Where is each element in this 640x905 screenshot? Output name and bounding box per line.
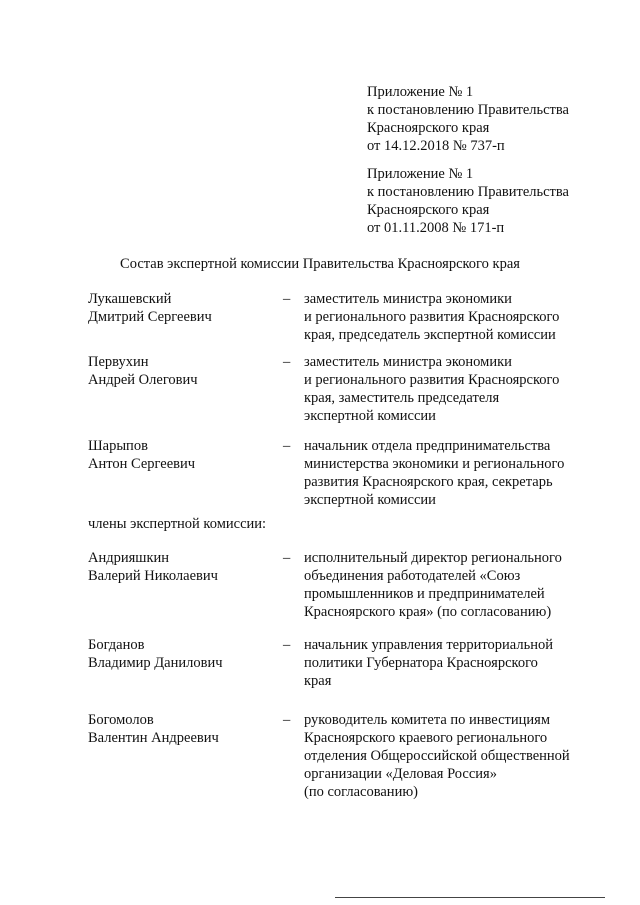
member-role <box>304 711 604 801</box>
role-line: отделения Общероссийской общественной <box>304 748 570 764</box>
member-name <box>88 711 278 747</box>
role-line: развития Красноярского края, секретарь <box>304 474 553 490</box>
member-given-names: Владимир Данилович <box>88 655 223 671</box>
role-line: организации «Деловая Россия» <box>304 766 497 782</box>
document-title: Состав экспертной комиссии Правительства Красноярского края <box>120 256 520 272</box>
role-line: (по согласованию) <box>304 784 418 800</box>
appendix-line: к постановлению Правительства <box>367 102 569 118</box>
member-surname: Шарыпов <box>88 438 148 454</box>
member-given-names: Валентин Андреевич <box>88 730 219 746</box>
role-line: исполнительный директор регионального <box>304 550 562 566</box>
member-role <box>304 549 604 621</box>
role-line: начальник управления территориальной <box>304 637 553 653</box>
member-surname: Андрияшкин <box>88 550 170 566</box>
dash-separator: – <box>283 354 291 370</box>
role-line: и регионального развития Красноярского <box>304 372 560 388</box>
member-given-names: Дмитрий Сергеевич <box>88 309 212 325</box>
role-line: края <box>304 673 332 689</box>
member-given-names: Валерий Николаевич <box>88 568 218 584</box>
member-name <box>88 549 278 585</box>
dash-separator: – <box>283 291 291 307</box>
appendix-line: от 14.12.2018 № 737-п <box>367 138 505 154</box>
members-section-label: члены экспертной комиссии: <box>88 516 267 532</box>
appendix-line: Приложение № 1 <box>367 166 474 182</box>
dash-separator: – <box>283 438 291 454</box>
role-line: объединения работодателей «Союз <box>304 568 521 584</box>
member-name <box>88 353 278 389</box>
member-surname: Богданов <box>88 637 145 653</box>
role-line: экспертной комиссии <box>304 492 436 508</box>
appendix-line: от 01.11.2008 № 171-п <box>367 220 505 236</box>
dash-separator: – <box>283 712 291 728</box>
member-given-names: Андрей Олегович <box>88 372 198 388</box>
role-line: заместитель министра экономики <box>304 354 512 370</box>
member-role <box>304 636 604 690</box>
member-name <box>88 290 278 326</box>
member-role <box>304 437 604 509</box>
member-name <box>88 636 278 672</box>
role-line: начальник отдела предпринимательства <box>304 438 551 454</box>
appendix-line: Красноярского края <box>367 120 490 136</box>
member-surname: Первухин <box>88 354 149 370</box>
appendix-line: Красноярского края <box>367 202 490 218</box>
role-line: министерства экономики и регионального <box>304 456 565 472</box>
member-given-names: Антон Сергеевич <box>88 456 196 472</box>
member-name <box>88 437 278 473</box>
member-role <box>304 290 604 344</box>
appendix-block-current <box>367 83 627 155</box>
member-surname: Богомолов <box>88 712 154 728</box>
role-line: края, председатель экспертной комиссии <box>304 327 556 343</box>
appendix-line: Приложение № 1 <box>367 84 474 100</box>
role-line: руководитель комитета по инвестициям <box>304 712 551 728</box>
role-line: политики Губернатора Красноярского <box>304 655 538 671</box>
role-line: и регионального развития Красноярского <box>304 309 560 325</box>
role-line: промышленников и предпринимателей <box>304 586 545 602</box>
appendix-block-original <box>367 165 627 237</box>
role-line: экспертной комиссии <box>304 408 436 424</box>
dash-separator: – <box>283 637 291 653</box>
scan-edge-line <box>335 897 605 898</box>
dash-separator: – <box>283 550 291 566</box>
role-line: заместитель министра экономики <box>304 291 512 307</box>
appendix-line: к постановлению Правительства <box>367 184 569 200</box>
member-surname: Лукашевский <box>88 291 172 307</box>
member-role <box>304 353 604 425</box>
role-line: края, заместитель председателя <box>304 390 500 406</box>
role-line: Красноярского края» (по согласованию) <box>304 604 552 620</box>
role-line: Красноярского краевого регионального <box>304 730 548 746</box>
